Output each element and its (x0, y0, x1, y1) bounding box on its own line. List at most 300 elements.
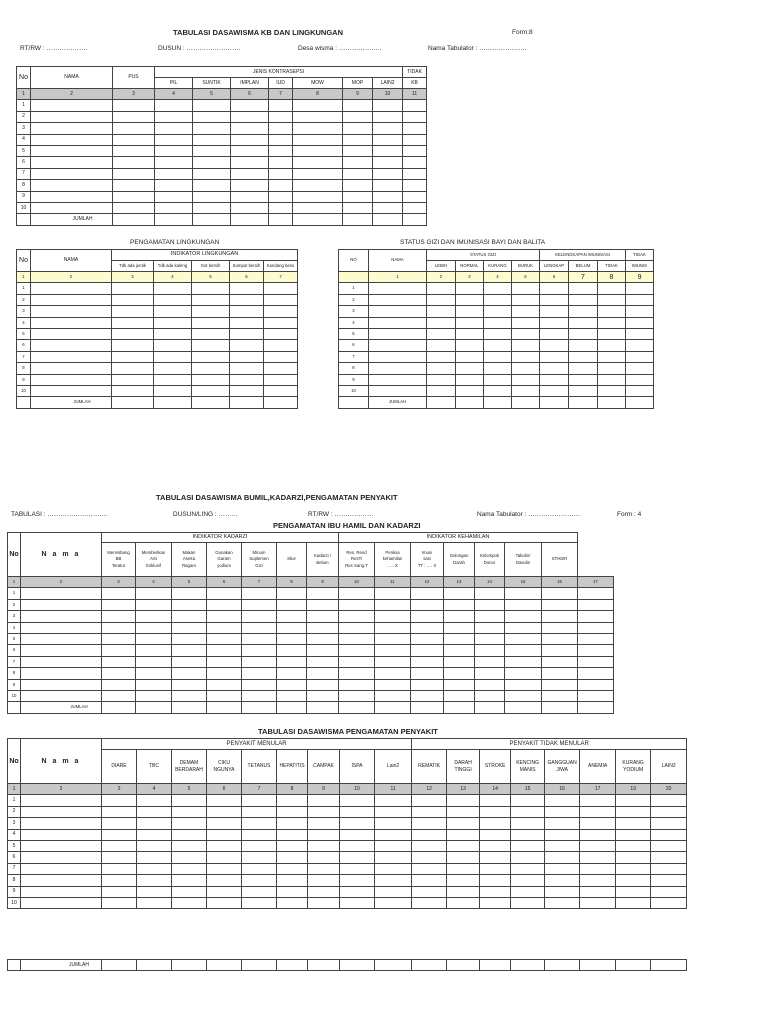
data-cell[interactable] (172, 818, 207, 829)
data-cell[interactable] (427, 363, 456, 374)
data-cell[interactable] (505, 588, 542, 599)
data-cell[interactable] (512, 328, 540, 339)
data-cell[interactable] (155, 111, 193, 122)
data-cell[interactable] (308, 806, 340, 817)
data-cell[interactable] (651, 806, 687, 817)
data-cell[interactable] (293, 191, 343, 202)
data-cell[interactable] (112, 294, 154, 305)
data-cell[interactable] (375, 588, 411, 599)
data-cell[interactable] (277, 897, 308, 908)
data-cell[interactable] (154, 385, 192, 396)
data-cell[interactable] (569, 328, 598, 339)
data-cell[interactable] (308, 795, 340, 806)
data-cell[interactable] (505, 599, 542, 610)
data-cell[interactable] (512, 385, 540, 396)
data-cell[interactable] (230, 283, 264, 294)
data-cell[interactable] (242, 806, 277, 817)
data-cell[interactable] (102, 702, 136, 713)
data-cell[interactable] (511, 875, 545, 886)
data-cell[interactable] (626, 328, 654, 339)
data-cell[interactable] (31, 123, 113, 134)
data-cell[interactable] (136, 690, 172, 701)
form4-tabulator-field[interactable]: Nama Tabulator : …………………… (477, 511, 581, 518)
data-cell[interactable] (193, 214, 231, 225)
data-cell[interactable] (369, 306, 427, 317)
data-cell[interactable] (230, 374, 264, 385)
data-cell[interactable] (616, 875, 651, 886)
data-cell[interactable] (193, 202, 231, 213)
data-cell[interactable] (172, 668, 207, 679)
data-cell[interactable] (136, 633, 172, 644)
data-cell[interactable] (207, 599, 242, 610)
data-cell[interactable] (598, 283, 626, 294)
data-cell[interactable] (411, 633, 444, 644)
data-cell[interactable] (447, 818, 480, 829)
data-cell[interactable] (375, 829, 412, 840)
data-cell[interactable] (375, 633, 411, 644)
data-cell[interactable] (427, 351, 456, 362)
data-cell[interactable] (511, 840, 545, 851)
data-cell[interactable] (505, 611, 542, 622)
data-cell[interactable] (343, 168, 373, 179)
data-cell[interactable] (616, 897, 651, 908)
data-cell[interactable] (307, 656, 339, 667)
data-cell[interactable] (242, 645, 277, 656)
data-cell[interactable] (264, 385, 298, 396)
data-cell[interactable] (403, 123, 427, 134)
data-cell[interactable] (545, 886, 580, 897)
data-cell[interactable] (375, 622, 411, 633)
data-cell[interactable] (242, 702, 277, 713)
data-cell[interactable] (136, 668, 172, 679)
data-cell[interactable] (230, 306, 264, 317)
data-cell[interactable] (172, 960, 207, 971)
data-cell[interactable] (308, 886, 340, 897)
data-cell[interactable] (540, 283, 569, 294)
data-cell[interactable] (136, 611, 172, 622)
data-cell[interactable] (242, 656, 277, 667)
data-cell[interactable] (102, 795, 137, 806)
data-cell[interactable] (231, 180, 269, 191)
data-cell[interactable] (307, 622, 339, 633)
data-cell[interactable] (444, 588, 475, 599)
data-cell[interactable] (21, 875, 102, 886)
form1-dusun-field[interactable]: DUSUN : ……………………. (158, 45, 241, 52)
data-cell[interactable] (113, 111, 155, 122)
data-cell[interactable] (343, 202, 373, 213)
data-cell[interactable] (277, 611, 307, 622)
data-cell[interactable] (427, 317, 456, 328)
data-cell[interactable] (172, 840, 207, 851)
data-cell[interactable] (578, 633, 614, 644)
data-cell[interactable] (102, 599, 136, 610)
data-cell[interactable] (207, 818, 242, 829)
data-cell[interactable] (616, 840, 651, 851)
data-cell[interactable] (193, 145, 231, 156)
data-cell[interactable] (444, 611, 475, 622)
data-cell[interactable] (230, 363, 264, 374)
data-cell[interactable] (375, 645, 411, 656)
data-cell[interactable] (580, 897, 616, 908)
data-cell[interactable] (480, 818, 511, 829)
data-cell[interactable] (155, 180, 193, 191)
data-cell[interactable] (207, 588, 242, 599)
data-cell[interactable] (308, 863, 340, 874)
data-cell[interactable] (540, 340, 569, 351)
data-cell[interactable] (137, 806, 172, 817)
data-cell[interactable] (21, 840, 102, 851)
data-cell[interactable] (616, 863, 651, 874)
data-cell[interactable] (616, 818, 651, 829)
data-cell[interactable] (207, 863, 242, 874)
data-cell[interactable] (456, 385, 484, 396)
data-cell[interactable] (540, 363, 569, 374)
data-cell[interactable] (264, 328, 298, 339)
data-cell[interactable] (136, 679, 172, 690)
data-cell[interactable] (102, 690, 136, 701)
data-cell[interactable] (231, 134, 269, 145)
data-cell[interactable] (444, 645, 475, 656)
data-cell[interactable] (172, 897, 207, 908)
data-cell[interactable] (343, 111, 373, 122)
data-cell[interactable] (505, 633, 542, 644)
data-cell[interactable] (242, 690, 277, 701)
data-cell[interactable] (269, 134, 293, 145)
form1-desa-wisma-field[interactable]: Desa wisma : ……………….. (298, 45, 382, 52)
data-cell[interactable] (21, 622, 102, 633)
data-cell[interactable] (31, 111, 113, 122)
data-cell[interactable] (242, 611, 277, 622)
data-cell[interactable] (308, 875, 340, 886)
data-cell[interactable] (155, 157, 193, 168)
data-cell[interactable] (207, 668, 242, 679)
data-cell[interactable] (373, 100, 403, 111)
data-cell[interactable] (21, 795, 102, 806)
data-cell[interactable] (626, 351, 654, 362)
data-cell[interactable] (172, 690, 207, 701)
data-cell[interactable] (373, 157, 403, 168)
data-cell[interactable] (427, 385, 456, 396)
data-cell[interactable] (231, 100, 269, 111)
data-cell[interactable] (373, 168, 403, 179)
data-cell[interactable] (193, 157, 231, 168)
data-cell[interactable] (444, 633, 475, 644)
data-cell[interactable] (447, 886, 480, 897)
data-cell[interactable] (21, 656, 102, 667)
data-cell[interactable] (343, 100, 373, 111)
data-cell[interactable] (340, 897, 375, 908)
data-cell[interactable] (172, 875, 207, 886)
data-cell[interactable] (172, 588, 207, 599)
data-cell[interactable] (651, 818, 687, 829)
data-cell[interactable] (308, 829, 340, 840)
data-cell[interactable] (545, 818, 580, 829)
form4-rt-rw-field[interactable]: RT/RW : ……………… (308, 511, 374, 518)
data-cell[interactable] (375, 795, 412, 806)
data-cell[interactable] (293, 134, 343, 145)
data-cell[interactable] (427, 328, 456, 339)
data-cell[interactable] (511, 863, 545, 874)
data-cell[interactable] (411, 588, 444, 599)
data-cell[interactable] (340, 829, 375, 840)
data-cell[interactable] (193, 168, 231, 179)
data-cell[interactable] (456, 317, 484, 328)
data-cell[interactable] (136, 702, 172, 713)
data-cell[interactable] (484, 283, 512, 294)
data-cell[interactable] (542, 679, 578, 690)
data-cell[interactable] (154, 306, 192, 317)
data-cell[interactable] (154, 351, 192, 362)
data-cell[interactable] (427, 283, 456, 294)
data-cell[interactable] (598, 374, 626, 385)
data-cell[interactable] (136, 588, 172, 599)
data-cell[interactable] (375, 702, 411, 713)
data-cell[interactable] (411, 645, 444, 656)
data-cell[interactable] (626, 283, 654, 294)
data-cell[interactable] (172, 679, 207, 690)
data-cell[interactable] (155, 123, 193, 134)
data-cell[interactable] (102, 679, 136, 690)
data-cell[interactable] (512, 351, 540, 362)
data-cell[interactable] (264, 306, 298, 317)
data-cell[interactable] (193, 191, 231, 202)
data-cell[interactable] (269, 123, 293, 134)
data-cell[interactable] (475, 690, 505, 701)
data-cell[interactable] (403, 202, 427, 213)
data-cell[interactable] (540, 328, 569, 339)
data-cell[interactable] (626, 340, 654, 351)
data-cell[interactable] (375, 852, 412, 863)
data-cell[interactable] (21, 806, 102, 817)
data-cell[interactable] (31, 191, 113, 202)
data-cell[interactable] (231, 214, 269, 225)
data-cell[interactable] (207, 679, 242, 690)
data-cell[interactable] (427, 294, 456, 305)
data-cell[interactable] (230, 385, 264, 396)
data-cell[interactable] (545, 806, 580, 817)
data-cell[interactable] (193, 134, 231, 145)
data-cell[interactable] (411, 679, 444, 690)
data-cell[interactable] (505, 679, 542, 690)
data-cell[interactable] (598, 385, 626, 396)
data-cell[interactable] (192, 317, 230, 328)
data-cell[interactable] (480, 886, 511, 897)
data-cell[interactable] (540, 374, 569, 385)
data-cell[interactable] (21, 863, 102, 874)
data-cell[interactable] (456, 397, 484, 408)
data-cell[interactable] (475, 668, 505, 679)
data-cell[interactable] (277, 840, 308, 851)
data-cell[interactable] (456, 306, 484, 317)
data-cell[interactable] (480, 852, 511, 863)
data-cell[interactable] (480, 840, 511, 851)
data-cell[interactable] (31, 351, 112, 362)
data-cell[interactable] (154, 294, 192, 305)
data-cell[interactable] (511, 829, 545, 840)
data-cell[interactable] (578, 611, 614, 622)
data-cell[interactable] (293, 100, 343, 111)
data-cell[interactable] (155, 145, 193, 156)
data-cell[interactable] (293, 145, 343, 156)
data-cell[interactable] (540, 351, 569, 362)
data-cell[interactable] (207, 622, 242, 633)
data-cell[interactable] (540, 306, 569, 317)
data-cell[interactable] (21, 645, 102, 656)
data-cell[interactable] (578, 656, 614, 667)
data-cell[interactable] (447, 806, 480, 817)
data-cell[interactable] (137, 863, 172, 874)
data-cell[interactable] (369, 294, 427, 305)
data-cell[interactable] (269, 145, 293, 156)
data-cell[interactable] (456, 283, 484, 294)
data-cell[interactable] (578, 668, 614, 679)
data-cell[interactable] (154, 363, 192, 374)
data-cell[interactable] (207, 611, 242, 622)
data-cell[interactable] (293, 214, 343, 225)
data-cell[interactable] (242, 960, 277, 971)
data-cell[interactable] (21, 611, 102, 622)
data-cell[interactable] (580, 840, 616, 851)
data-cell[interactable] (475, 702, 505, 713)
data-cell[interactable] (231, 202, 269, 213)
data-cell[interactable] (375, 886, 412, 897)
data-cell[interactable] (207, 960, 242, 971)
data-cell[interactable] (264, 294, 298, 305)
data-cell[interactable] (192, 374, 230, 385)
data-cell[interactable] (403, 145, 427, 156)
data-cell[interactable] (475, 656, 505, 667)
data-cell[interactable] (113, 157, 155, 168)
data-cell[interactable] (102, 863, 137, 874)
data-cell[interactable] (369, 317, 427, 328)
data-cell[interactable] (340, 863, 375, 874)
data-cell[interactable] (293, 168, 343, 179)
data-cell[interactable] (231, 111, 269, 122)
data-cell[interactable] (512, 397, 540, 408)
data-cell[interactable] (269, 100, 293, 111)
data-cell[interactable] (340, 806, 375, 817)
data-cell[interactable] (242, 852, 277, 863)
data-cell[interactable] (545, 840, 580, 851)
data-cell[interactable] (113, 214, 155, 225)
data-cell[interactable] (480, 960, 511, 971)
data-cell[interactable] (102, 806, 137, 817)
data-cell[interactable] (155, 214, 193, 225)
data-cell[interactable] (512, 306, 540, 317)
data-cell[interactable] (242, 875, 277, 886)
data-cell[interactable] (277, 668, 307, 679)
data-cell[interactable] (264, 374, 298, 385)
data-cell[interactable] (339, 645, 375, 656)
data-cell[interactable] (427, 397, 456, 408)
data-cell[interactable] (207, 886, 242, 897)
data-cell[interactable] (277, 875, 308, 886)
data-cell[interactable] (511, 886, 545, 897)
data-cell[interactable] (277, 702, 307, 713)
data-cell[interactable] (340, 875, 375, 886)
data-cell[interactable] (447, 863, 480, 874)
data-cell[interactable] (31, 168, 113, 179)
data-cell[interactable] (113, 123, 155, 134)
data-cell[interactable] (375, 960, 412, 971)
data-cell[interactable] (444, 599, 475, 610)
data-cell[interactable] (540, 317, 569, 328)
data-cell[interactable] (293, 180, 343, 191)
data-cell[interactable] (31, 328, 112, 339)
data-cell[interactable] (277, 690, 307, 701)
data-cell[interactable] (269, 180, 293, 191)
data-cell[interactable] (269, 157, 293, 168)
data-cell[interactable] (31, 100, 113, 111)
data-cell[interactable] (484, 385, 512, 396)
data-cell[interactable] (113, 100, 155, 111)
data-cell[interactable] (580, 960, 616, 971)
data-cell[interactable] (598, 351, 626, 362)
data-cell[interactable] (375, 875, 412, 886)
data-cell[interactable] (375, 690, 411, 701)
data-cell[interactable] (113, 145, 155, 156)
data-cell[interactable] (242, 599, 277, 610)
data-cell[interactable] (21, 897, 102, 908)
data-cell[interactable] (102, 886, 137, 897)
data-cell[interactable] (112, 317, 154, 328)
data-cell[interactable] (540, 294, 569, 305)
data-cell[interactable] (626, 294, 654, 305)
data-cell[interactable] (230, 317, 264, 328)
data-cell[interactable] (545, 960, 580, 971)
data-cell[interactable] (113, 168, 155, 179)
data-cell[interactable] (155, 168, 193, 179)
data-cell[interactable] (172, 656, 207, 667)
data-cell[interactable] (545, 897, 580, 908)
data-cell[interactable] (230, 294, 264, 305)
data-cell[interactable] (172, 852, 207, 863)
data-cell[interactable] (269, 191, 293, 202)
data-cell[interactable] (192, 340, 230, 351)
data-cell[interactable] (172, 622, 207, 633)
form1-tabulator-field[interactable]: Nama Tabulator : …………………. (428, 45, 527, 52)
data-cell[interactable] (651, 897, 687, 908)
data-cell[interactable] (480, 795, 511, 806)
data-cell[interactable] (113, 180, 155, 191)
data-cell[interactable] (542, 588, 578, 599)
data-cell[interactable] (308, 897, 340, 908)
data-cell[interactable] (403, 111, 427, 122)
data-cell[interactable] (626, 374, 654, 385)
data-cell[interactable] (651, 795, 687, 806)
data-cell[interactable] (230, 397, 264, 408)
data-cell[interactable] (193, 180, 231, 191)
data-cell[interactable] (242, 818, 277, 829)
data-cell[interactable] (484, 328, 512, 339)
data-cell[interactable] (616, 886, 651, 897)
data-cell[interactable] (403, 180, 427, 191)
data-cell[interactable] (505, 702, 542, 713)
data-cell[interactable] (542, 622, 578, 633)
data-cell[interactable] (277, 633, 307, 644)
data-cell[interactable] (112, 351, 154, 362)
data-cell[interactable] (369, 351, 427, 362)
data-cell[interactable] (505, 690, 542, 701)
data-cell[interactable] (373, 123, 403, 134)
data-cell[interactable] (242, 897, 277, 908)
data-cell[interactable] (102, 633, 136, 644)
data-cell[interactable] (456, 294, 484, 305)
data-cell[interactable] (456, 328, 484, 339)
data-cell[interactable] (307, 668, 339, 679)
data-cell[interactable] (542, 633, 578, 644)
data-cell[interactable] (403, 168, 427, 179)
